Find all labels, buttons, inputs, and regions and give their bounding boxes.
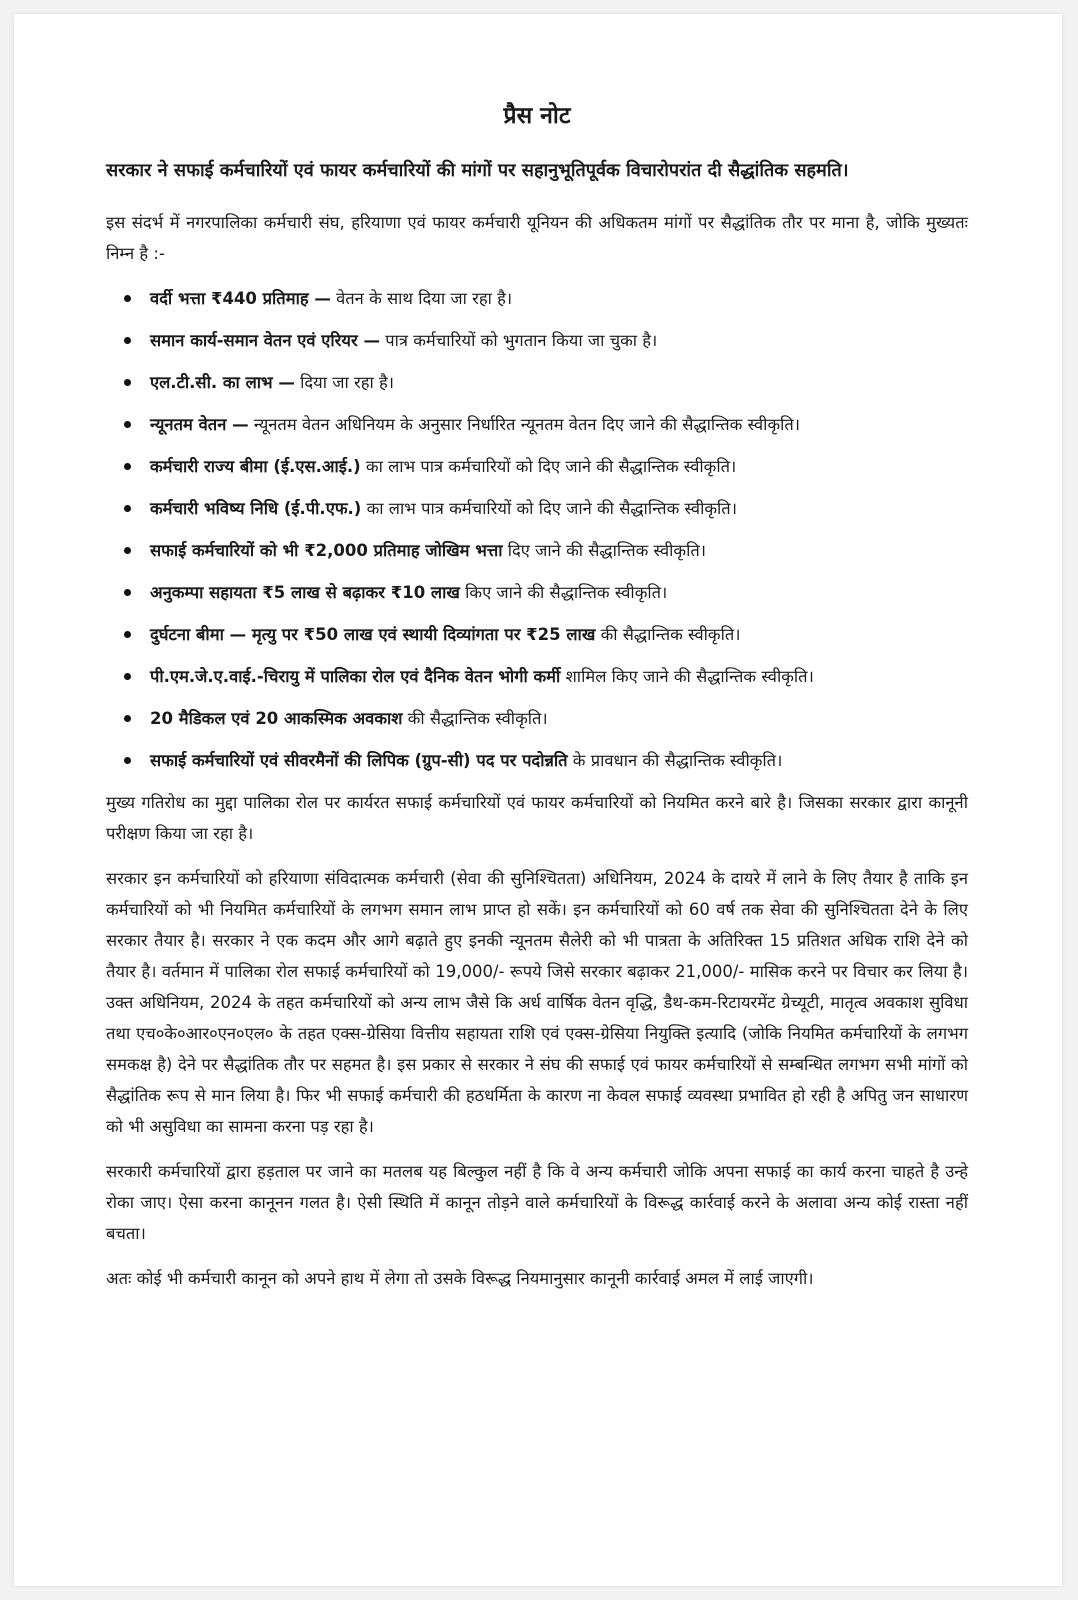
headline: सरकार ने सफाई कर्मचारियों एवं फायर कर्मचारियों की मांगों पर सहानुभूतिपूर्वक विचारोपरांत दी सैद्धांतिक सहमति। (106, 160, 849, 181)
list-item (106, 661, 968, 692)
demands-list (106, 283, 968, 776)
list-item (106, 619, 968, 650)
list-item-text: पात्र कर्मचारियों को भुगतान किया जा चुका है। (380, 331, 658, 350)
list-item-text: का लाभ पात्र कर्मचारियों को दिए जाने की सैद्धान्तिक स्वीकृति। (360, 457, 737, 476)
list-item-text: शामिल किए जाने की सैद्धान्तिक स्वीकृति। (560, 667, 814, 686)
list-item-text: वेतन के साथ दिया जा रहा है। (330, 289, 513, 308)
list-item-text: न्यूनतम वेतन अधिनियम के अनुसार निर्धारित न्यूनतम वेतन दिए जाने की सैद्धान्तिक स्वीकृति। (248, 415, 801, 434)
body-paragraph: सरकारी कर्मचारियों द्वारा हड़ताल पर जाने का मतलब यह बिल्कुल नहीं है कि वे अन्य कर्मचारी जोकि अपना सफाई का कार्य करना चाहते है उन्हे रोका जाए। ऐसा करना कानूनन गलत है। ऐसी स्थिति में कानून तोड़ने वाले कर्मचारियों के विरूद्ध कार्रवाई करने के अलावा अन्य कोई रास्ता नहीं बचता। (106, 1162, 968, 1243)
list-item-bold: दुर्घटना बीमा — मृत्यु पर ₹50 लाख एवं स्थायी दिव्यांगता पर ₹25 लाख (150, 625, 596, 644)
list-item (106, 367, 968, 398)
body-paragraph: अतः कोई भी कर्मचारी कानून को अपने हाथ में लेगा तो उसके विरूद्ध नियमानुसार कानूनी कार्रवाई अमल में लाई जाएगी। (106, 1269, 814, 1288)
page-title: प्रैस नोट (503, 103, 571, 129)
body-paragraph: सरकार इन कर्मचारियों को हरियाणा संविदात्मक कर्मचारी (सेवा की सुनिश्चितता) अधिनियम, 2024 के दायरे में लाने के लिए तैयार है ताकि इन कर्मचारियों को भी नियमित कर्मचारियों के लगभग समान लाभ प्राप्त हो सकें। इन कर्मचारियों को 60 वर्ष तक सेवा की सुनिश्चितता देने के लिए सरकार तैयार है। सरकार ने एक कदम और आगे बढ़ाते हुए इनकी न्यूनतम सैलेरी को भी पात्रता के अतिरिक्त 15 प्रतिशत अधिक राशि देने को तैयार है। वर्तमान में पालिका रोल सफाई कर्मचारियों को 19,000/- रूपये जिसे सरकार बढ़ाकर 21,000/- मासिक करने पर विचार कर लिया है। उक्त अधिनियम, 2024 के तहत कर्मचारियों को अन्य लाभ जैसे कि अर्ध वार्षिक वेतन वृद्धि, डैथ-कम-रिटायरमेंट ग्रेच्यूटी, मातृत्व अवकाश सुविधा तथा एच०के०आर०एन०एल० के तहत एक्स-ग्रेसिया वित्तीय सहायता राशि एवं एक्स-ग्रेसिया नियुक्ति इत्यादि (जोकि नियमित कर्मचारियों के लगभग समकक्ष है) देने पर सैद्धांतिक तौर पर सहमत है। इस प्रकार से सरकार ने संघ की सफाई एवं फायर कर्मचारियों से सम्बन्धित लगभग सभी मांगों को सैद्धांतिक रूप से मान लिया है। फिर भी सफाई कर्मचारी की हठधर्मिता के कारण ना केवल सफाई व्यवस्था प्रभावित हो रही है अपितु जन साधारण को भी असुविधा का सामना करना पड़ रहा है। (106, 869, 968, 1136)
list-item-bold: 20 मैडिकल एवं 20 आकस्मिक अवकाश (150, 709, 403, 728)
list-item (106, 409, 968, 440)
list-item-bold: कर्मचारी भविष्य निधि (ई.पी.एफ.) (150, 499, 362, 518)
list-item-bold: न्यूनतम वेतन — (150, 415, 249, 434)
list-item (106, 451, 968, 482)
list-item-bold: एल.टी.सी. का लाभ — (150, 373, 295, 392)
list-item-text: की सैद्धान्तिक स्वीकृति। (595, 625, 741, 644)
list-item-bold: सफाई कर्मचारियों को भी ₹2,000 प्रतिमाह जोखिम भत्ता (150, 541, 503, 560)
list-item (106, 745, 968, 776)
list-item-bold: पी.एम.जे.ए.वाई.-चिरायु में पालिका रोल एवं दैनिक वेतन भोगी कर्मी (150, 667, 561, 686)
list-item (106, 325, 968, 356)
list-item-text: का लाभ पात्र कर्मचारियों को दिए जाने की सैद्धान्तिक स्वीकृति। (361, 499, 737, 518)
list-item-text: दिए जाने की सैद्धान्तिक स्वीकृति। (502, 541, 707, 560)
document-content (106, 98, 968, 1308)
intro-paragraph: इस संदर्भ में नगरपालिका कर्मचारी संघ, हरियाणा एवं फायर कर्मचारी यूनियन की अधिकतम मांगों पर सैद्धांतिक तौर पर माना है, जोकि मुख्यतः निम्न है :- (106, 213, 968, 263)
list-item-text: दिया जा रहा है। (294, 373, 395, 392)
list-item-text: किए जाने की सैद्धान्तिक स्वीकृति। (459, 583, 668, 602)
body-paragraph: मुख्य गतिरोध का मुद्दा पालिका रोल पर कार्यरत सफाई कर्मचारियों एवं फायर कर्मचारियों को नियमित करने बारे है। जिसका सरकार द्वारा कानूनी परीक्षण किया जा रहा है। (106, 793, 968, 843)
list-item-text: के प्रावधान की सैद्धान्तिक स्वीकृति। (567, 751, 783, 770)
list-item (106, 703, 968, 734)
list-item (106, 577, 968, 608)
document-page (14, 14, 1062, 1586)
list-item-text: की सैद्धान्तिक स्वीकृति। (402, 709, 548, 728)
list-item-bold: अनुकम्पा सहायता ₹5 लाख से बढ़ाकर ₹10 लाख (150, 583, 460, 602)
list-item-bold: समान कार्य-समान वेतन एवं एरियर — (150, 331, 380, 350)
list-item (106, 493, 968, 524)
list-item-bold: सफाई कर्मचारियों एवं सीवरमैनों की लिपिक (ग्रुप-सी) पद पर पदोन्नति (150, 751, 568, 770)
list-item-bold: कर्मचारी राज्य बीमा (ई.एस.आई.) (150, 457, 361, 476)
list-item (106, 283, 968, 314)
list-item (106, 535, 968, 566)
list-item-bold: वर्दी भत्ता ₹440 प्रतिमाह — (150, 289, 331, 308)
